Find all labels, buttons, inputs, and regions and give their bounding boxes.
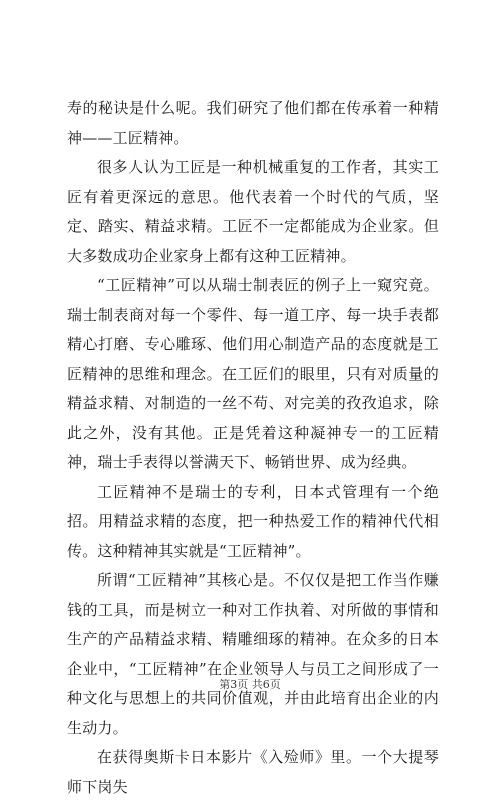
paragraph-swiss-watchmakers: “工匠精神”可以从瑞士制表匠的例子上一窥究竟。瑞士制表商对每一个零件、每一道工序、每一块手表都精心打磨、专心雕琢、他们用心制造产品的态度就是工匠精神的思维和理念。在工匠们的眼里，只有对质量的精益求精、对制造的一丝不苟、对完美的孜孜追求，除此之外，没有其他。正是凭着这种凝神专一的工匠精神，瑞士手表得以誉满天下、畅销世界、成为经典。 bbox=[67, 276, 439, 471]
document-body bbox=[67, 94, 439, 802]
paragraph-japanese-management: 工匠精神不是瑞士的专利，日本式管理有一个绝招。用精益求精的态度，把一种热爱工作的精神代代相传。这种精神其实就是“工匠精神”。 bbox=[67, 482, 439, 560]
paragraph-continuation: 寿的秘诀是什么呢。我们研究了他们都在传承着一种精神——工匠精神。 bbox=[67, 99, 439, 147]
paragraph-craftsman-meaning: 很多人认为工匠是一种机械重复的工作者，其实工匠有着更深远的意思。他代表着一个时代的气质，坚定、踏实、精益求精。工匠不一定都能成为企业家。但大多数成功企业家身上都有这种工匠精神。 bbox=[67, 158, 439, 265]
page-number-footer: 第3页 共6页 bbox=[219, 678, 281, 691]
paragraph-core-of-spirit: 所谓“工匠精神”其核心是。不仅仅是把工作当作赚钱的工具，而是树立一种对工作执着、对所做的事情和生产的产品精益求精、精雕细琢的精神。在众多的日本企业中，“工匠精神”在企业领导人与员工之间形成了一种文化与思想上的共同价值观，并由此培育出企业的内生动力。 bbox=[67, 571, 439, 737]
paragraph-departures-film: 在获得奥斯卡日本影片《入殓师》里。一个大提琴师下岗失 bbox=[67, 748, 439, 796]
